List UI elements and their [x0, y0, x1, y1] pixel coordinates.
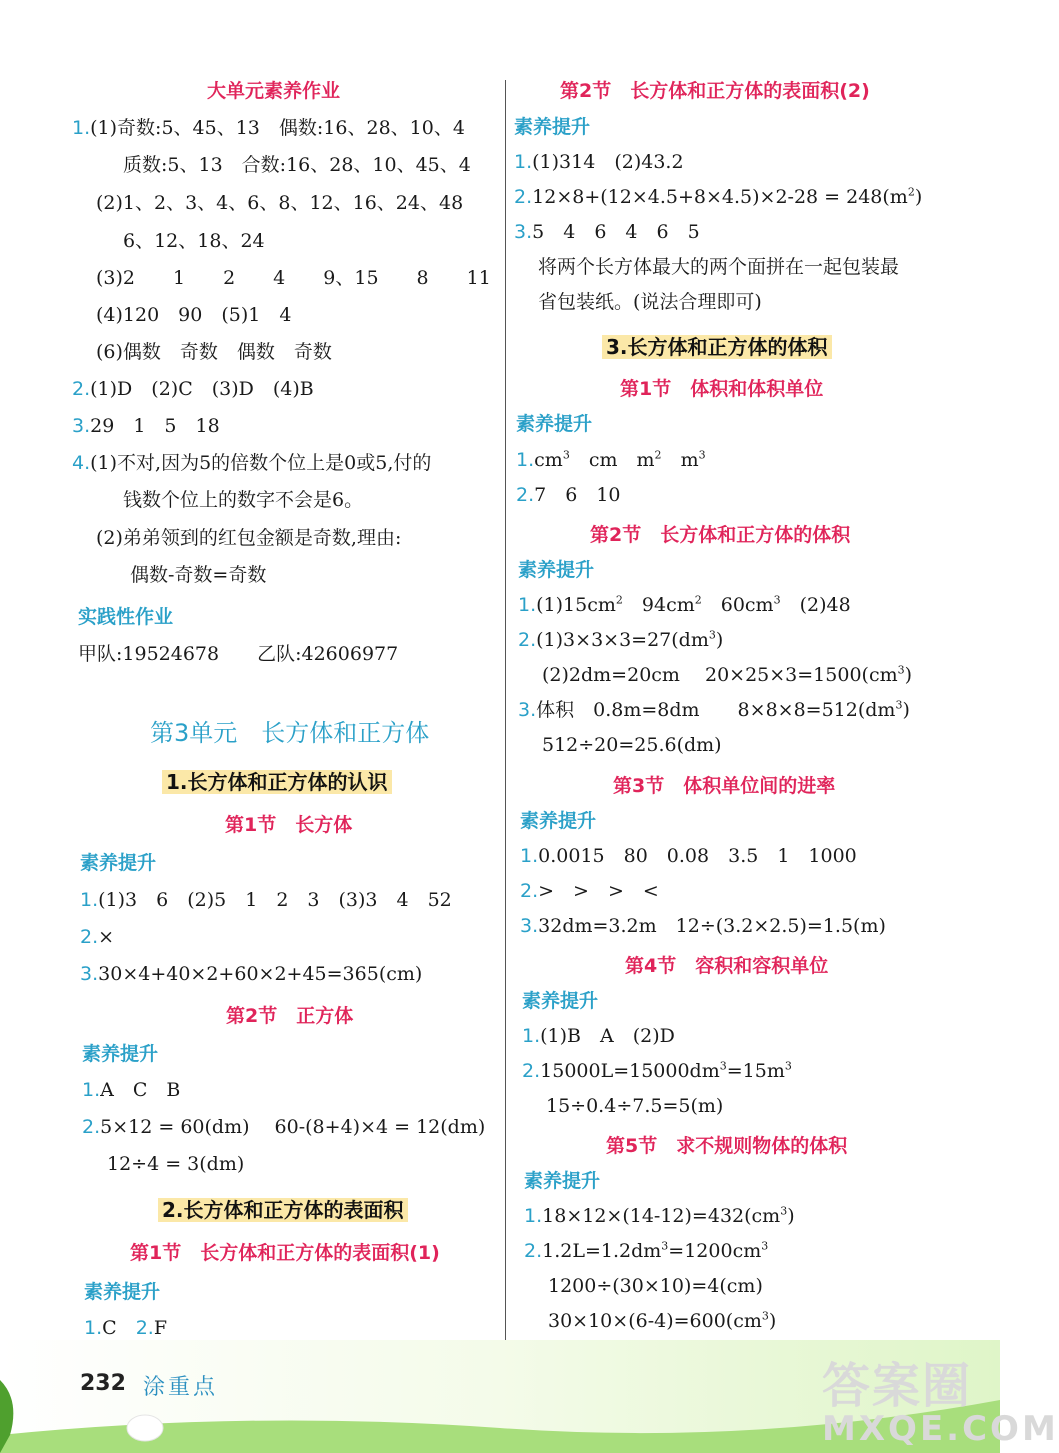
answer-v5-q1 [524, 1203, 795, 1229]
q-number: 1. [516, 449, 535, 471]
label-literacy: 素养提升 [520, 810, 597, 832]
sheep-icon [127, 1415, 163, 1441]
answer-text: 30×10×(6-4)=600(cm [548, 1310, 762, 1332]
superscript: 3 [661, 1239, 669, 1253]
answer-text: 1.2L=1.2dm [542, 1240, 662, 1262]
answer-text: F [153, 1317, 168, 1339]
superscript: 3 [761, 1239, 769, 1253]
answer-s1-q2 [80, 924, 114, 950]
answer-r-q3 [514, 219, 700, 245]
answer-q1-line2: 质数:5、13 合数:16、28、10、45、4 [123, 154, 471, 176]
answer-v3-q1 [520, 843, 857, 869]
superscript: 3 [895, 698, 903, 712]
answer-text: 18×12×(14-12)=432(cm [542, 1205, 781, 1227]
answer-v2-q3-line2: 512÷20=25.6(dm) [542, 734, 722, 756]
answer-v1-q1 [516, 447, 706, 473]
superscript: 3 [708, 628, 716, 642]
heading-practice: 实践性作业 [78, 606, 174, 628]
superscript: 3 [784, 1059, 792, 1073]
answer-v2-q2-line2 [542, 662, 912, 688]
answer-text: ) [914, 186, 923, 208]
q-number: 2. [524, 1240, 543, 1262]
q-number: 1. [522, 1025, 541, 1047]
label-literacy: 素养提升 [518, 559, 595, 581]
answer-text: ) [904, 664, 913, 686]
q-number: 1. [82, 1079, 101, 1101]
q-number: 1. [520, 845, 539, 867]
answer-text: A C B [100, 1079, 181, 1101]
answer-text: ) [768, 1310, 777, 1332]
superscript: 3 [562, 448, 570, 462]
q-number: 1. [80, 889, 99, 911]
subsection-title: 第2节 正方体 [226, 1005, 354, 1027]
unit: m [680, 449, 699, 471]
answer-text: (1)奇数:5、45、13 偶数:16、28、10、4 [90, 117, 465, 139]
answer-text: > > > < [538, 880, 659, 902]
q-number: 1. [518, 594, 537, 616]
superscript: 2 [654, 448, 662, 462]
subsection-title: 第2节 长方体和正方体的体积 [590, 524, 851, 546]
practice-answer: 甲队:19524678 乙队:42606977 [78, 643, 399, 665]
label-literacy: 素养提升 [80, 852, 157, 874]
answer-text: 5×12 = 60(dm) 60-(8+4)×4 = 12(dm) [100, 1116, 486, 1138]
q-number: 3. [80, 963, 99, 985]
q-number: 2. [520, 880, 539, 902]
q-number: 3. [518, 699, 537, 721]
answer-text: ) [787, 1205, 795, 1227]
unit: cm [588, 449, 618, 471]
answer-r-q3-line2: 将两个长方体最大的两个面拼在一起包装最 [538, 256, 900, 278]
section-title-2 [158, 1196, 408, 1224]
answer-text: 12×8+(12×4.5+8×4.5)×2-28 = 248(m [532, 186, 908, 208]
answer-q1-line6: (4)120 90 (5)1 4 [96, 304, 292, 326]
q-number: 3. [514, 221, 533, 243]
q-number: 2. [82, 1116, 101, 1138]
answer-text: (1)15cm [536, 594, 616, 616]
section-title-1 [162, 768, 392, 796]
unit: m [636, 449, 655, 471]
q-number: 3. [520, 915, 539, 937]
answer-v4-q2-line2: 15÷0.4÷7.5=5(m) [546, 1095, 724, 1117]
answer-text: ) [902, 699, 910, 721]
answer-text: =1200cm [668, 1240, 762, 1262]
brand-name: 涂重点 [143, 1375, 219, 1400]
superscript: 3 [719, 1059, 727, 1073]
answer-text: (1)314 (2)43.2 [532, 151, 684, 173]
answer-q4-line3: (2)弟弟领到的红包金额是奇数,理由: [96, 527, 402, 549]
answer-text: (1)3×3×3=27(dm [536, 629, 709, 651]
label-literacy: 素养提升 [82, 1043, 159, 1065]
q-number: 2. [522, 1060, 541, 1082]
answer-text: 7 6 10 [534, 484, 621, 506]
q-number: 1. [514, 151, 533, 173]
answer-text: 15000L=15000dm [540, 1060, 720, 1082]
page-number: 232 [80, 1371, 126, 1396]
answer-q1-line1 [72, 115, 465, 141]
column-divider [505, 80, 506, 1345]
answer-v3-q2 [520, 878, 659, 904]
label-literacy: 素养提升 [524, 1170, 601, 1192]
answer-s1b-q1 [82, 1077, 180, 1103]
answer-v4-q1 [522, 1023, 675, 1049]
label-literacy: 素养提升 [516, 413, 593, 435]
q-number: 2. [72, 378, 91, 400]
q-number: 1. [524, 1205, 543, 1227]
answer-text: C [102, 1317, 117, 1339]
subsection-title: 第4节 容积和容积单位 [625, 955, 829, 977]
section-title-text: 3.长方体和正方体的体积 [602, 335, 832, 359]
answer-v5-q2-line3 [548, 1308, 776, 1334]
answer-text: 94cm [622, 594, 695, 616]
q-number: 4. [72, 452, 91, 474]
q-number: 2. [514, 186, 533, 208]
superscript: 3 [897, 663, 905, 677]
answer-v2-q3-line1 [518, 697, 910, 723]
subsection-title: 第3节 体积单位间的进率 [613, 775, 836, 797]
answer-text: (1)D (2)C (3)D (4)B [90, 378, 314, 400]
answer-v4-q2-line1 [522, 1058, 792, 1084]
answer-r-q2 [514, 184, 922, 210]
answer-q1-line4: 6、12、18、24 [123, 230, 265, 252]
answer-text: ) [715, 629, 724, 651]
answer-text: 5 4 6 4 6 5 [532, 221, 700, 243]
answer-q4-line2: 钱数个位上的数字不会是6。 [123, 489, 364, 511]
answer-q4-line4: 偶数-奇数=奇数 [130, 564, 267, 586]
q-number: 1. [72, 117, 91, 139]
answer-q2 [72, 376, 314, 402]
watermark [822, 1358, 1059, 1449]
superscript: 2 [694, 593, 702, 607]
subsection-title: 第1节 体积和体积单位 [620, 378, 824, 400]
answer-text: 体积 0.8m=8dm 8×8×8=512(dm [536, 699, 896, 721]
heading-big-unit: 大单元素养作业 [207, 80, 341, 102]
superscript: 3 [761, 1309, 769, 1323]
answer-s1-q3 [80, 961, 422, 987]
answer-q1-line3: (2)1、2、3、4、6、8、12、16、24、48 [96, 192, 464, 214]
superscript: 2 [907, 185, 915, 199]
unit-title: 第3单元 长方体和正方体 [150, 719, 430, 747]
answer-text: 29 1 5 18 [90, 415, 220, 437]
answer-q3 [72, 413, 220, 439]
q-number: 2. [518, 629, 537, 651]
q-number: 2. [516, 484, 535, 506]
unit: cm [534, 449, 563, 471]
answer-s1-q1 [80, 887, 452, 913]
q-number: 2. [135, 1317, 154, 1339]
q-number: 2. [80, 926, 99, 948]
answer-s1b-q2-line1 [82, 1114, 485, 1140]
label-literacy: 素养提升 [84, 1281, 161, 1303]
superscript: 3 [773, 593, 781, 607]
answer-q1-line7: (6)偶数 奇数 偶数 奇数 [96, 341, 332, 363]
section-title-text: 1.长方体和正方体的认识 [162, 770, 392, 794]
answer-text: 30×4+40×2+60×2+45=365(cm) [98, 963, 423, 985]
answer-text: 0.0015 80 0.08 3.5 1 1000 [538, 845, 857, 867]
superscript: 3 [780, 1204, 788, 1218]
subsection-title: 第1节 长方体 [225, 814, 353, 836]
answer-text: (2)2dm=20cm 20×25×3=1500(cm [542, 664, 898, 686]
answer-text: (1)不对,因为5的倍数个位上是0或5,付的 [90, 452, 432, 474]
answer-q4-line1 [72, 450, 431, 476]
answer-v5-q2-line1 [524, 1238, 768, 1264]
answer-text: 32dm=3.2m 12÷(3.2×2.5)=1.5(m) [538, 915, 886, 937]
answer-v3-q3 [520, 913, 886, 939]
label-literacy: 素养提升 [522, 990, 599, 1012]
answer-v2-q1 [518, 592, 851, 618]
subsection-title: 第2节 长方体和正方体的表面积(2) [560, 80, 870, 102]
answer-text: (2)48 [780, 594, 851, 616]
answer-v5-q2-line2: 1200÷(30×10)=4(cm) [548, 1275, 763, 1297]
q-number: 1. [84, 1317, 103, 1339]
answer-text: (1)3 6 (2)5 1 2 3 (3)3 4 52 [98, 889, 452, 911]
label-literacy: 素养提升 [514, 116, 591, 138]
section-title-3 [602, 333, 832, 361]
superscript: 3 [698, 448, 706, 462]
answer-text: =15m [726, 1060, 785, 1082]
superscript: 2 [615, 593, 623, 607]
watermark-en: MXQE.COM [822, 1409, 1059, 1449]
answer-r-q1 [514, 149, 684, 175]
q-number: 3. [72, 415, 91, 437]
answer-text: 60cm [701, 594, 774, 616]
section-title-text: 2.长方体和正方体的表面积 [158, 1198, 408, 1222]
answer-r-q3-line3: 省包装纸。(说法合理即可) [538, 291, 762, 313]
answer-v2-q2-line1 [518, 627, 723, 653]
answer-text: (1)B A (2)D [540, 1025, 675, 1047]
answer-s1b-q2-line2: 12÷4 = 3(dm) [107, 1153, 245, 1175]
answer-text: × [98, 926, 115, 948]
answer-q1-line5: (3)2 1 2 4 9、15 8 11 [96, 267, 491, 289]
answer-v1-q2 [516, 482, 621, 508]
watermark-cn: 答案圈 [822, 1358, 973, 1414]
subsection-title: 第5节 求不规则物体的体积 [606, 1135, 848, 1157]
answer-s2-q [84, 1315, 167, 1341]
subsection-title: 第1节 长方体和正方体的表面积(1) [130, 1242, 440, 1264]
